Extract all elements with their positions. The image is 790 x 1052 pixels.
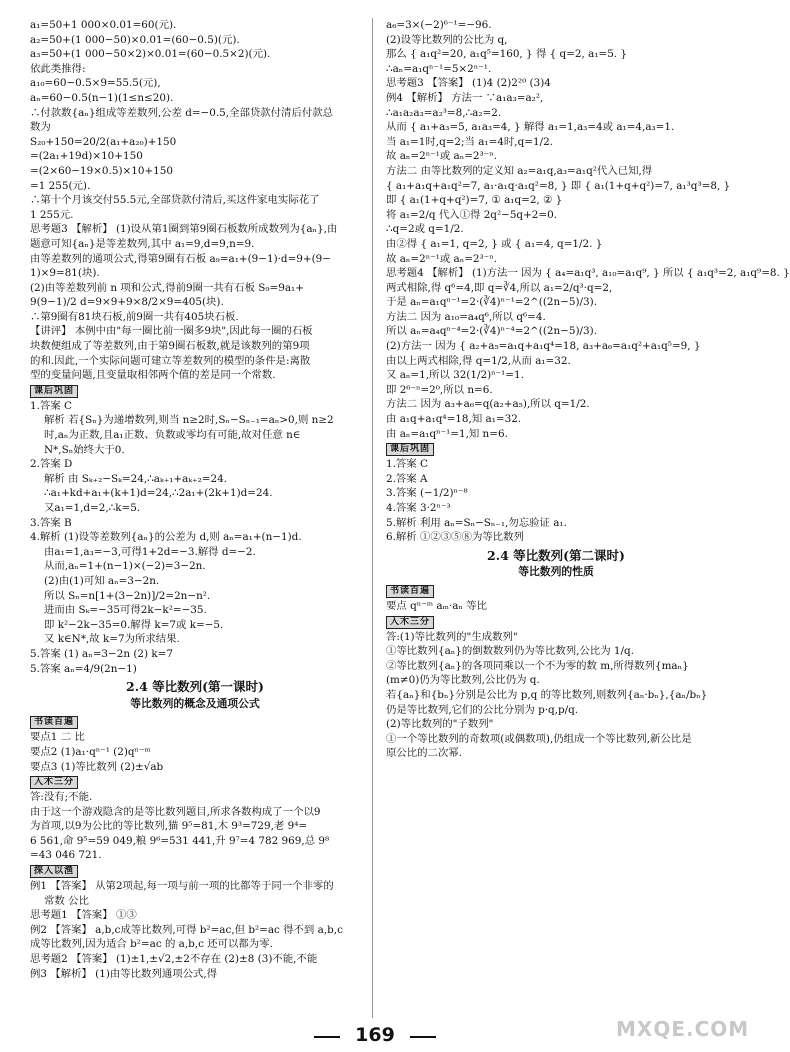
text-line: 5.解析 利用 aₙ=Sₙ−Sₙ₋₁,勿忘验证 a₁.: [386, 516, 567, 529]
text-line: 由 a₁q+a₁q⁴=18,知 a₁=32.: [386, 413, 522, 426]
section-label-box: 探入以渔: [30, 865, 78, 878]
text-line: 进而由 Sₖ=−35可得2k−k²=−35.: [44, 604, 207, 617]
text-line: 于是 aₙ=a₁qⁿ⁻¹=2·(∛4)ⁿ⁻¹=2^((2n−5)/3).: [386, 296, 598, 309]
text-line: 方法二 由等比数列的定义知 a₂=a₁q,a₃=a₁q²代入已知,得: [386, 164, 653, 177]
text-line: (2)由(1)可知 aₙ=3−2n.: [44, 574, 160, 587]
text-line: 所以 Sₙ=n[1+(3−2n)]/2=2n−n².: [44, 589, 211, 602]
section-label-box: 书读百遍: [30, 716, 78, 729]
text-line: 例2 【答案】 a,b,c成等比数列,可得 b²=ac,但 b²=ac 得不到 a,b,c: [30, 923, 343, 936]
text-line: a₃=50+(1 000−50×2)×0.01=(60−0.5×2)(元).: [30, 48, 271, 61]
text-line: 例4 【解析】 方法一 ∵a₁a₃=a₂²,: [386, 91, 544, 104]
text-line: aₙ=60−0.5(n−1)(1≤n≤20).: [30, 91, 174, 104]
text-line: 9(9−1)/2 d=9×9+9×8/2×9=405(块).: [30, 296, 224, 309]
text-line: ①一个等比数列的奇数项(或偶数项),仍组成一个等比数列,新公比是: [386, 732, 692, 745]
text-line: 两式相除,得 q⁶=4,即 q=∛4,所以 a₁=2/q³·q=2,: [386, 281, 613, 294]
page-number: 169: [355, 1024, 395, 1046]
text-line: 当 a₁=1时,q=2;当 a₁=4时,q=1/2.: [386, 135, 553, 148]
section-label-box: 课后巩固: [30, 385, 78, 398]
section-box-wrap: [386, 583, 726, 599]
text-line: 常数 公比: [44, 894, 89, 907]
text-line: ∴a₁a₂a₃=a₂³=8,∴a₂=2.: [386, 106, 502, 119]
text-line: =(2a₁+19d)×10+150: [30, 150, 143, 163]
section-subtitle: 等比数列的概念及通项公式: [130, 696, 260, 710]
text-line: 要点1 二 比: [30, 731, 85, 744]
text-line: 思考题3 【解析】 (1)设从第1圈到第9圈石板数所成数列为{aₙ},由: [30, 223, 338, 236]
section-box-wrap: [30, 863, 360, 879]
text-line: 故 aₙ=2ⁿ⁻¹或 aₙ=2³⁻ⁿ.: [386, 252, 497, 265]
text-line: =1 255(元).: [30, 179, 91, 192]
text-line: 即 k²−2k−35=0.解得 k=7或 k=−5.: [44, 618, 224, 631]
text-line: 1.答案 C: [386, 458, 428, 471]
text-line: S₂₀+150=20/2(a₁+a₂₀)+150: [30, 135, 177, 148]
text-line: 解析 若{Sₙ}为递增数列,则当 n≥2时,Sₙ−Sₙ₋₁=aₙ>0,则 n≥2: [44, 414, 334, 427]
text-line: 要点3 (1)等比数列 (2)±√ab: [30, 760, 164, 773]
right-column: [386, 18, 790, 761]
text-line: 题意可知{aₙ}是等差数列,其中 a₁=9,d=9,n=9.: [30, 237, 255, 250]
text-line: 【讲评】 本例中由"每一圈比前一圈多9块",因此每一圈的石板: [30, 325, 313, 338]
text-line: 3.答案 (−1/2)ⁿ⁻⁸: [386, 487, 468, 500]
section-box-wrap: [30, 774, 360, 790]
text-line: =43 046 721.: [30, 849, 102, 862]
watermark-logo: MXQE.COM: [616, 1017, 750, 1041]
text-line: 5.答案 aₙ=4/9(2n−1): [30, 662, 137, 675]
column-divider: [372, 18, 373, 1018]
text-line: 例1 【答案】 从第2项起,每一项与前一项的比都等于同一个非零的: [30, 880, 334, 893]
text-line: 1 255元.: [30, 208, 74, 221]
text-line: 又 aₙ=1,所以 32(1/2)ⁿ⁻¹=1.: [386, 369, 524, 382]
text-line: N*,Sₙ始终大于0.: [44, 443, 125, 456]
footer-rule-right: [410, 1036, 436, 1038]
section-box-wrap: [30, 714, 360, 730]
text-line: =(2×60−19×0.5)×10+150: [30, 164, 173, 177]
text-line: 由 aₙ=a₁qⁿ⁻¹=1,知 n=6.: [386, 427, 508, 440]
text-line: ①等比数列{aₙ}的倒数数列仍为等比数列,公比为 1/q.: [386, 645, 635, 658]
text-line: 方法二 因为 a₁₀=a₄q⁶,所以 q⁶=4.: [386, 310, 546, 323]
text-line: (m≠0)仍为等比数列,公比仍为 q.: [386, 674, 540, 687]
text-line: 要点2 (1)a₁·qⁿ⁻¹ (2)qⁿ⁻ᵐ: [30, 745, 151, 758]
section-label-box: 入木三分: [386, 616, 434, 629]
text-line: 那么 { a₁q²=20, a₁q⁵=160, } 得 { q=2, a₁=5. }: [386, 48, 628, 61]
text-line: a₁=50+1 000×0.01=60(元).: [30, 19, 177, 31]
text-line: a₁₀=60−0.5×9=55.5(元),: [30, 77, 161, 90]
text-line: 6.解析 ①②③⑤⑧为等比数列: [386, 531, 524, 544]
text-line: ②等比数列{aₙ}的各项同乘以一个不为零的数 m,所得数列{maₙ}: [386, 659, 689, 672]
text-line: 成等比数列,因为适合 b²=ac 的 a,b,c 还可以都为零.: [30, 938, 273, 951]
text-line: 依此类推得:: [30, 62, 86, 75]
text-line: 1)×9=81(块).: [30, 267, 100, 280]
text-line: 思考题3 【答案】 (1)4 (2)2²⁰ (3)4: [386, 77, 551, 90]
text-line: 3.答案 B: [30, 516, 72, 529]
text-line: 所以 aₙ=a₄qⁿ⁻⁴=2·(∛4)ⁿ⁻⁴=2^((2n−5)/3).: [386, 325, 598, 338]
text-line: 4.答案 3·2ⁿ⁻³: [386, 502, 451, 514]
text-line: (2)方法一 因为 { a₂+a₅=a₁q+a₁q⁴=18, a₃+a₆=a₁q²+a₁q⁵=9, }: [386, 340, 701, 353]
footer-rule-left: [314, 1036, 340, 1038]
section-title: 2.4 等比数列(第一课时): [126, 679, 264, 695]
text-line: 从而 { a₁+a₃=5, a₁a₃=4, } 解得 a₁=1,a₃=4或 a₁=4,a₃=1.: [386, 121, 675, 134]
text-line: 由等差数列的通项公式,得第9圈有石板 a₉=a₁+(9−1)·d=9+(9−: [30, 252, 331, 265]
text-line: 即 2⁶⁻ⁿ=2⁰,所以 n=6.: [386, 383, 493, 396]
text-line: 思考题4 【解析】 (1)方法一 因为 { a₄=a₁q³, a₁₀=a₁q⁹, } 所以 { a₁q³=2, a₁q⁹=8. }: [386, 267, 790, 280]
text-line: ∴aₙ=a₁qⁿ⁻¹=5×2ⁿ⁻¹.: [386, 62, 492, 75]
text-line: (2)设等比数列的公比为 q,: [386, 33, 508, 46]
text-line: a₆=3×(−2)⁶⁻¹=−96.: [386, 19, 492, 31]
text-line: 即 { a₁(1+q+q²)=7, ① a₁q=2, ② }: [386, 194, 563, 207]
text-line: ∴a₁+kd+a₁+(k+1)d=24,∴2a₁+(2k+1)d=24.: [44, 487, 273, 500]
section-label-box: 书读百遍: [386, 585, 434, 598]
text-line: 仍是等比数列,它们的公比分别为 p·q,p/q.: [386, 703, 579, 716]
text-line: 由于这一个游戏隐含的是等比数列题目,所求各数构成了一个以9: [30, 805, 321, 818]
text-line: 例3 【解析】 (1)由等比数列通项公式,得: [30, 967, 218, 980]
text-line: a₂=50+(1 000−50)×0.01=(60−0.5)(元).: [30, 33, 240, 46]
text-line: 解析 由 Sₖ₊₂−Sₖ=24,∴aₖ₊₁+aₖ₊₂=24.: [44, 472, 227, 485]
text-line: 要点 qⁿ⁻ᵐ aₘ·aₙ 等比: [386, 599, 488, 612]
text-line: 块数便组成了等差数列,由于第9圈石板数,就是该数列的第9项: [30, 340, 310, 353]
text-line: 4.解析 (1)设等差数列{aₙ}的公差为 d,则 aₙ=a₁+(n−1)d.: [30, 531, 302, 544]
text-line: ∴q=2或 q=1/2.: [386, 223, 464, 236]
text-line: 若{aₙ}和{bₙ}分别是公比为 p,q 的等比数列,则数列{aₙ·bₙ},{aₙ/bₙ}: [386, 688, 708, 701]
text-line: 由②得 { a₁=1, q=2, } 或 { a₁=4, q=1/2. }: [386, 237, 603, 250]
section-box-wrap: [386, 441, 726, 457]
section-box-wrap: [30, 383, 360, 399]
section-subtitle: 等比数列的性质: [518, 565, 594, 579]
text-line: 型的变量问题,且变量取相邻两个值的差是同一个常数.: [30, 369, 276, 382]
text-line: 1.答案 C: [30, 399, 72, 412]
text-line: 故 aₙ=2ⁿ⁻¹或 aₙ=2³⁻ⁿ.: [386, 150, 497, 163]
text-line: 又 k∈N*,故 k=7为所求结果.: [44, 633, 180, 646]
section-label-box: 入木三分: [30, 776, 78, 789]
text-line: 2.答案 D: [30, 458, 73, 471]
text-line: 5.答案 (1) aₙ=3−2n (2) k=7: [30, 647, 173, 660]
text-line: ∴第9圈有81块石板,前9圈一共有405块石板.: [30, 310, 239, 323]
text-line: 答:(1)等比数列的"生成数列": [386, 630, 518, 643]
text-line: (2)等比数列的"子数列": [386, 718, 494, 731]
text-line: 由a₁=1,a₃=−3,可得1+2d=−3.解得 d=−2.: [44, 545, 256, 558]
text-line: 数为: [30, 121, 51, 134]
text-line: 思考题2 【答案】 (1)±1,±√2,±2不存在 (2)±8 (3)不能,不能: [30, 953, 318, 966]
text-line: 思考题1 【答案】 ①③: [30, 909, 137, 922]
text-line: 方法二 因为 a₃+a₆=q(a₂+a₅),所以 q=1/2.: [386, 398, 590, 411]
section-title: 2.4 等比数列(第二课时): [487, 547, 625, 563]
text-line: 由以上两式相除,得 q=1/2,从而 a₁=32.: [386, 354, 571, 367]
text-line: 答:没有;不能.: [30, 791, 93, 804]
text-line: 将 a₁=2/q 代入①得 2q²−5q+2=0.: [386, 208, 558, 221]
text-line: (2)由等差数列前 n 项和公式,得前9圈一共有石板 S₉=9a₁+: [30, 281, 304, 294]
text-line: 从而,aₙ=1+(n−1)×(−2)=3−2n.: [44, 560, 206, 573]
section-label-box: 课后巩固: [386, 443, 434, 456]
text-line: ∴付款数{aₙ}组成等差数列,公差 d=−0.5,全部贷款付清后付款总: [30, 106, 334, 119]
text-line: 又a₁=1,d=2,∴k=5.: [44, 502, 141, 514]
text-line: 时,aₙ为正数,且a₁正数、负数或零均有可能,故对任意 n∈: [44, 429, 301, 442]
text-line: 2.答案 A: [386, 472, 428, 485]
left-column: [30, 18, 360, 981]
text-line: 原公比的二次幂.: [386, 747, 463, 760]
text-line: 6 561,命 9⁵=59 049,粮 9⁶=531 441,升 9⁷=4 782 969,总 9⁸: [30, 834, 330, 847]
text-line: ∴第十个月该交付55.5元,全部贷款付清后,买这件家电实际花了: [30, 194, 320, 207]
section-box-wrap: [386, 614, 726, 630]
text-line: 为首项,以9为公比的等比数列,猫 9⁵=81,木 9³=729,老 9⁴=: [30, 820, 308, 833]
text-line: 的和.因此,一个实际问题可建立等差数列的模型的条件是:离散: [30, 354, 311, 367]
text-line: { a₁+a₁q+a₁q²=7, a₁·a₁q·a₁q²=8, } 即 { a₁(1+q+q²)=7, a₁³q³=8, }: [386, 179, 731, 192]
